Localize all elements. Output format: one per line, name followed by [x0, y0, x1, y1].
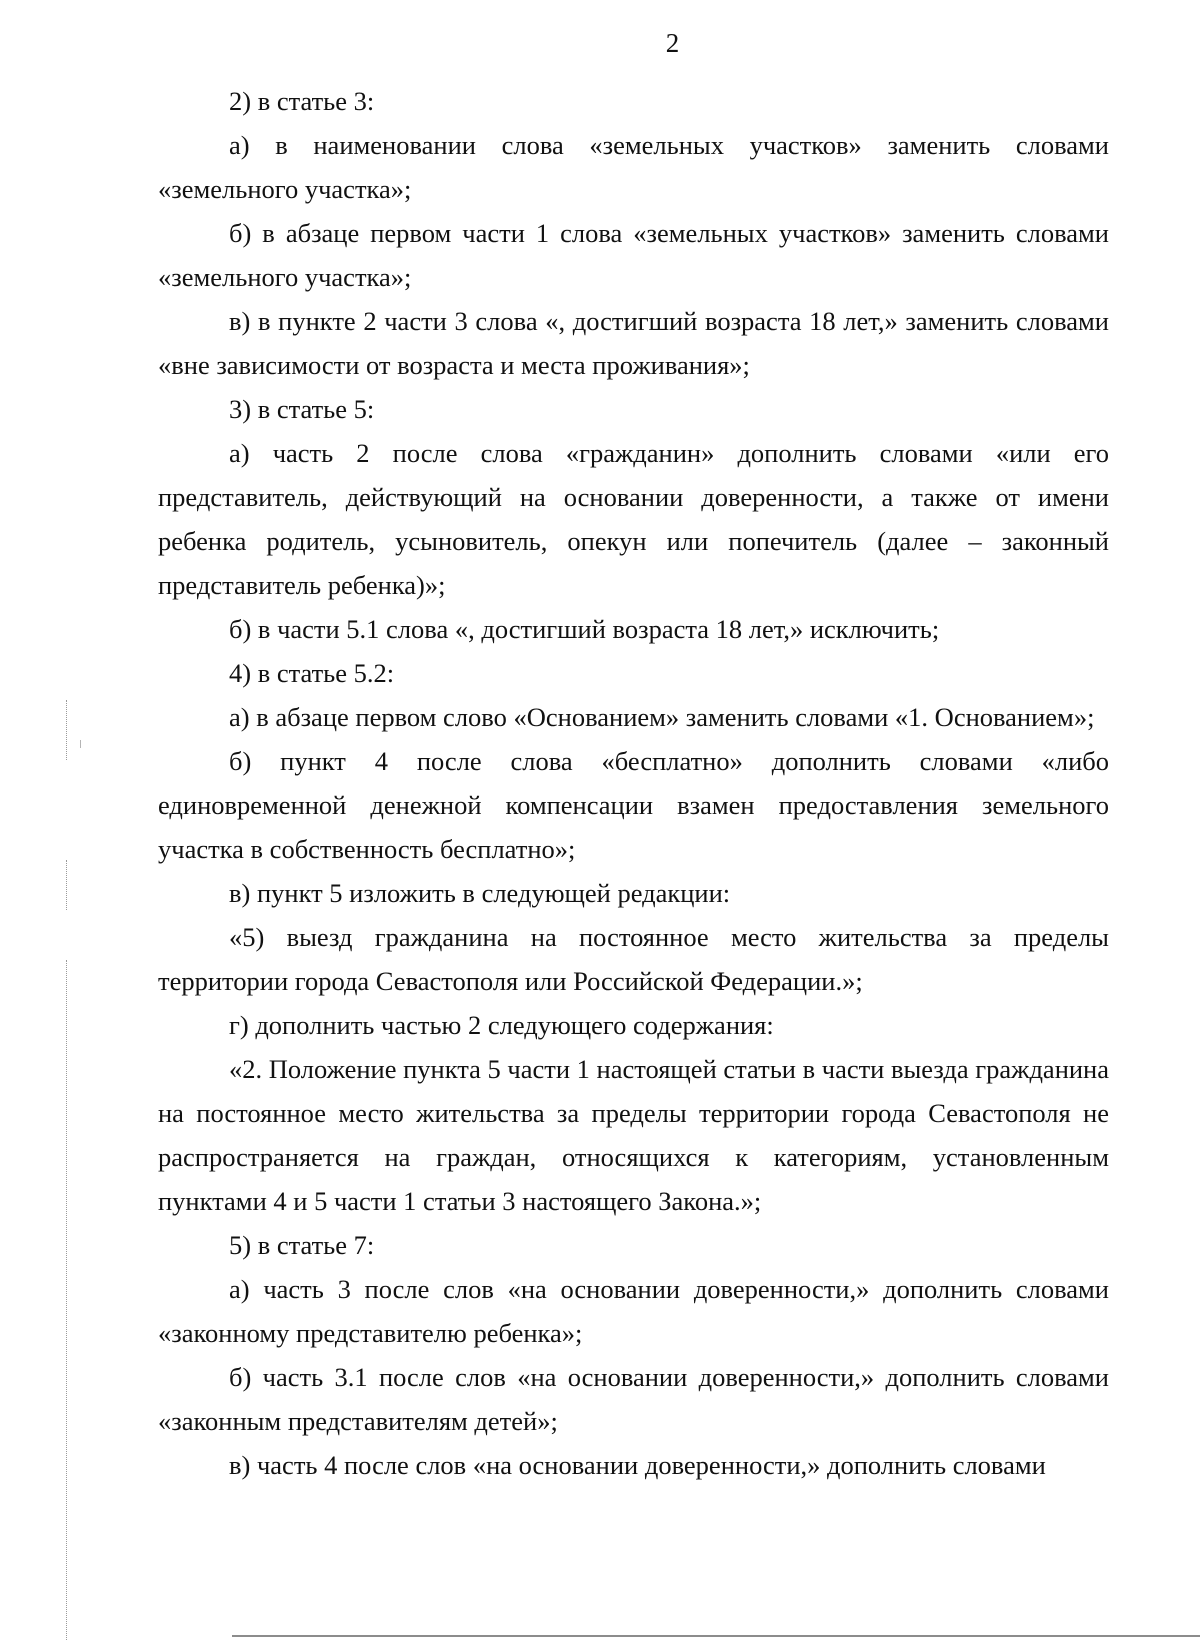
paragraph-5-2v-quote: «5) выезд гражданина на постоянное место жительства за пределы территории города Севастополя или Российской Федерации.»; — [158, 922, 1109, 996]
paragraph-5a: а) часть 2 после слова «гражданин» дополнить словами «или его представитель, действующий на основании доверенности, а также от имени ребенка родитель, усыновитель, опекун или попечитель (далее – законный представитель ребенка)»; — [158, 438, 1109, 600]
paragraph-5-2g-quote: «2. Положение пункта 5 части 1 настоящей статьи в части выезда гражданина на постоянное место жительства за пределы территории города Севастополя не распространяется на граждан, относящихся к категориям, установленным пунктами 4 и 5 части 1 статьи 3 настоящего Закона.»; — [158, 1054, 1109, 1216]
paragraph-5-2a: а) в абзаце первом слово «Основанием» заменить словами «1. Основанием»; — [229, 702, 1095, 732]
paragraph-article-5-2: 4) в статье 5.2: — [229, 658, 395, 688]
scan-margin-mark — [66, 960, 68, 1640]
paragraph-5-2g: г) дополнить частью 2 следующего содержания: — [229, 1010, 774, 1040]
scan-margin-mark — [66, 700, 68, 760]
paragraph-7a: а) часть 3 после слов «на основании доверенности,» дополнить словами «законному представителю ребенка»; — [158, 1274, 1109, 1348]
paragraph-article-3: 2) в статье 3: — [229, 86, 375, 116]
paragraph-5b: б) в части 5.1 слова «, достигший возраста 18 лет,» исключить; — [229, 614, 940, 644]
paragraph-3b: б) в абзаце первом части 1 слова «земельных участков» заменить словами «земельного участка»; — [158, 218, 1109, 292]
scan-bottom-edge — [232, 1635, 1200, 1637]
document-body — [158, 79, 1109, 1487]
paragraph-5-2v: в) пункт 5 изложить в следующей редакции: — [229, 878, 731, 908]
page-number: 2 — [665, 28, 680, 58]
scan-margin-mark — [66, 860, 68, 910]
paragraph-3a: а) в наименовании слова «земельных участков» заменить словами «земельного участка»; — [158, 130, 1109, 204]
paragraph-3v: в) в пункте 2 части 3 слова «, достигший возраста 18 лет,» заменить словами «вне зависимости от возраста и места проживания»; — [158, 306, 1109, 380]
paragraph-article-7: 5) в статье 7: — [229, 1230, 375, 1260]
paragraph-5-2b: б) пункт 4 после слова «бесплатно» дополнить словами «либо единовременной денежной компенсации взамен предоставления земельного участка в собственность бесплатно»; — [158, 746, 1109, 864]
paragraph-article-5: 3) в статье 5: — [229, 394, 375, 424]
scan-margin-mark — [80, 740, 81, 748]
paragraph-7b: б) часть 3.1 после слов «на основании доверенности,» дополнить словами «законным представителям детей»; — [158, 1362, 1109, 1436]
paragraph-7v: в) часть 4 после слов «на основании доверенности,» дополнить словами — [229, 1450, 1046, 1480]
